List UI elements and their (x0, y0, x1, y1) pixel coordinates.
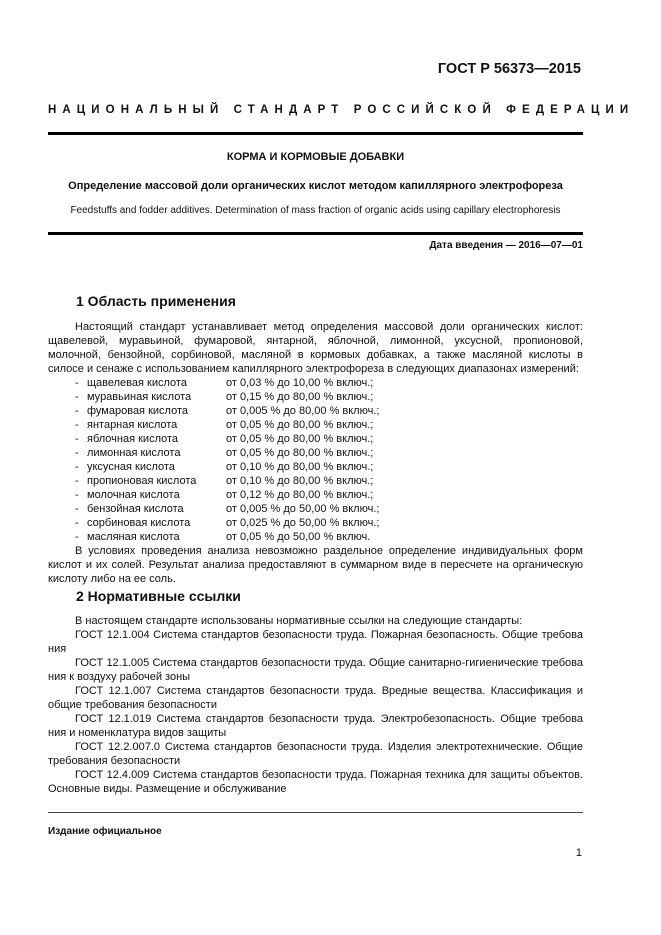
acid-range: от 0,05 % до 80,00 % включ.; (226, 433, 374, 445)
list-item (75, 488, 583, 502)
acid-name: муравьиная кислота (87, 391, 192, 403)
list-dash: - (75, 475, 79, 487)
reference-line: ГОСТ 12.1.004 Система стандартов безопасности труда. Пожарная безопасность. Общие требова (75, 629, 583, 641)
list-dash: - (75, 419, 79, 431)
list-dash: - (75, 517, 79, 529)
reference-continuation: ния (48, 643, 67, 655)
list-item (75, 460, 583, 474)
list-item (75, 390, 583, 404)
english-title: Feedstuffs and fodder additives. Determination of mass fraction of organic acids using capillary electrophoresis (70, 205, 561, 216)
list-item (75, 516, 583, 530)
acid-range-list (48, 376, 583, 544)
list-item (75, 530, 583, 544)
acid-range: от 0,10 % до 80,00 % включ.; (226, 475, 374, 487)
list-item (75, 376, 583, 390)
reference-continuation: требования безопасности (48, 755, 181, 767)
acid-range: от 0,10 % до 80,00 % включ.; (226, 461, 374, 473)
acid-range: от 0,005 % до 80,00 % включ.; (226, 405, 380, 417)
list-item (75, 446, 583, 460)
list-dash: - (75, 447, 79, 459)
top-rule (48, 132, 583, 135)
reference-line: ГОСТ 12.1.007 Система стандартов безопасности труда. Вредные вещества. Классификация и (75, 685, 583, 697)
official-edition-label: Издание официальное (48, 826, 162, 837)
section-2-heading: 2 Нормативные ссылки (76, 588, 241, 604)
reference-line: ГОСТ 12.2.007.0 Система стандартов безопасности труда. Изделия электротехнические. Общие (75, 741, 583, 753)
acid-name: пропионовая кислота (87, 475, 197, 487)
national-standard-label: НАЦИОНАЛЬНЫЙ СТАНДАРТ РОССИЙСКОЙ ФЕДЕРАЦИИ (48, 104, 635, 116)
acid-range: от 0,15 % до 80,00 % включ.; (226, 391, 374, 403)
list-dash: - (75, 391, 79, 403)
document-number: ГОСТ Р 56373—2015 (437, 61, 581, 77)
acid-name: масляная кислота (87, 531, 180, 543)
section-1-note: В условиях проведения анализа невозможно раздельное определение индивидуальных форм кислот и их солей. Результат анализа предоставляют в суммарном виде в пересчете на органическую кислоту либо на ее соль. (48, 545, 583, 585)
acid-range: от 0,05 % до 50,00 % включ. (226, 531, 371, 543)
acid-range: от 0,025 % до 50,00 % включ.; (226, 517, 380, 529)
list-dash: - (75, 503, 79, 515)
list-item (75, 474, 583, 488)
list-dash: - (75, 489, 79, 501)
footer-rule (48, 812, 583, 813)
reference-continuation: общие требования безопасности (48, 699, 217, 711)
acid-range: от 0,03 % до 10,00 % включ.; (226, 377, 374, 389)
list-dash: - (75, 405, 79, 417)
reference-continuation: ния и номенклатура видов защиты (48, 727, 227, 739)
reference-continuation: Основные виды. Размещение и обслуживание (48, 783, 287, 795)
reference-line: ГОСТ 12.1.019 Система стандартов безопасности труда. Электробезопасность. Общие требова (75, 713, 583, 725)
list-dash: - (75, 461, 79, 473)
list-dash: - (75, 377, 79, 389)
list-dash: - (75, 531, 79, 543)
effective-date: Дата введения — 2016—07—01 (429, 240, 583, 251)
reference-list (48, 628, 583, 796)
acid-range: от 0,12 % до 80,00 % включ.; (226, 489, 374, 501)
list-item (75, 418, 583, 432)
document-title: КОРМА И КОРМОВЫЕ ДОБАВКИ (226, 151, 405, 163)
section-2-body (48, 614, 583, 796)
reference-line: ГОСТ 12.1.005 Система стандартов безопасности труда. Общие санитарно-гигиенические требова (75, 657, 583, 669)
document-subtitle: Определение массовой доли органических кислот методом капиллярного электрофореза (68, 180, 563, 192)
acid-name: бензойная кислота (87, 503, 184, 515)
section-1-heading: 1 Область применения (76, 293, 236, 309)
reference-line: ГОСТ 12.4.009 Система стандартов безопасности труда. Пожарная техника для защиты объектов. (75, 769, 583, 781)
page-number: 1 (575, 847, 582, 859)
acid-name: фумаровая кислота (87, 405, 188, 417)
title-rule (48, 232, 583, 235)
section-1-body (48, 320, 583, 586)
reference-continuation: ния к воздуху рабочей зоны (48, 671, 191, 683)
acid-name: лимонная кислота (87, 447, 181, 459)
acid-range: от 0,05 % до 80,00 % включ.; (226, 419, 374, 431)
acid-range: от 0,05 % до 80,00 % включ.; (226, 447, 374, 459)
acid-name: янтарная кислота (87, 419, 178, 431)
list-item (75, 502, 583, 516)
acid-name: уксусная кислота (87, 461, 175, 473)
list-item (75, 404, 583, 418)
acid-name: яблочная кислота (87, 433, 179, 445)
acid-name: молочная кислота (87, 489, 180, 501)
list-item (75, 432, 583, 446)
list-dash: - (75, 433, 79, 445)
acid-range: от 0,005 % до 50,00 % включ.; (226, 503, 380, 515)
section-1-intro: Настоящий стандарт устанавливает метод определения массовой доли органических кислот: щавелевой, муравьиной, фумаровой, янтарной, яблочной, лимонной, уксусной, пропионовой, молочной, бензойной, сорбиновой, масляной в кормовых добавках, а также масляной кислоты в силосе и сенаже с использованием капиллярного электрофореза в следующих диапазонах измерений: (48, 321, 583, 375)
acid-name: щавелевая кислота (87, 377, 187, 389)
acid-name: сорбиновая кислота (87, 517, 191, 529)
section-2-intro: В настоящем стандарте использованы нормативные ссылки на следующие стандарты: (75, 615, 523, 627)
